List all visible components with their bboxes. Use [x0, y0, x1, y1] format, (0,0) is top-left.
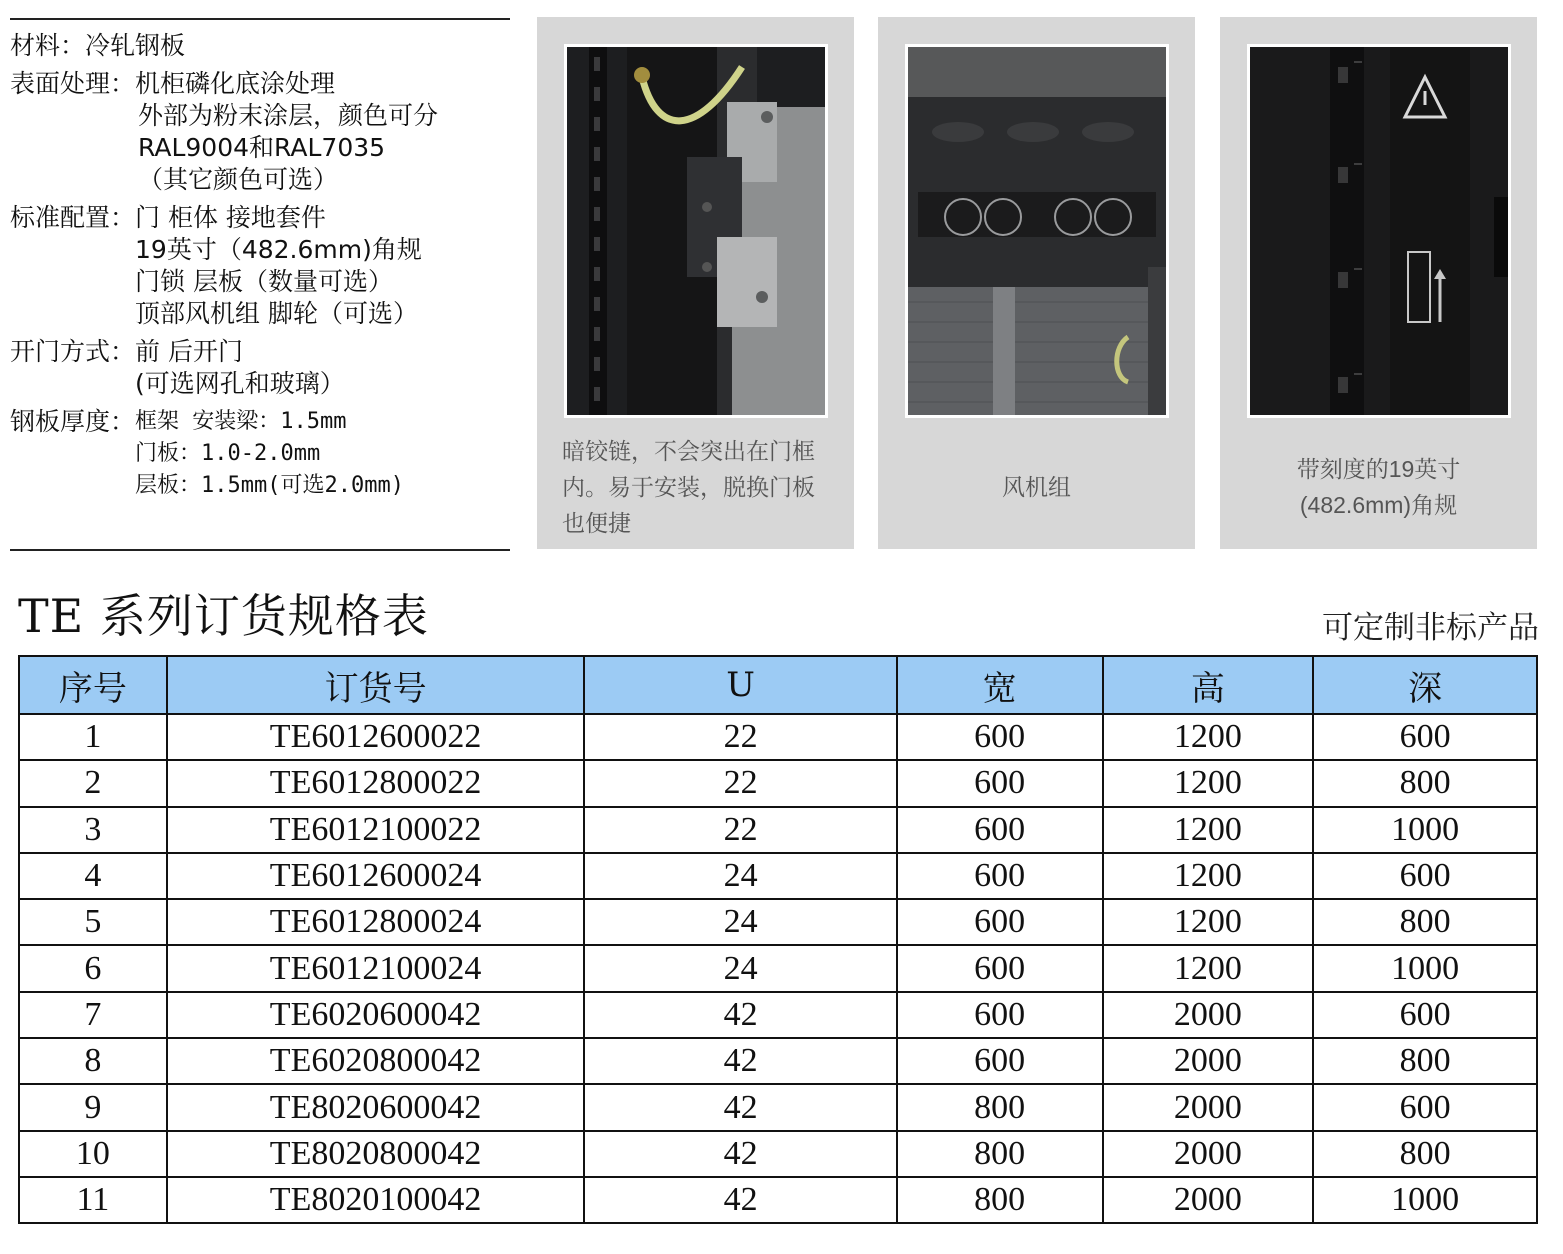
- table-cell: 42: [584, 1084, 896, 1130]
- spec-value: RAL9004和RAL7035: [138, 133, 386, 162]
- table-cell: 2000: [1103, 1038, 1314, 1084]
- table-cell: 6: [19, 945, 167, 991]
- feature-card-rail: [1220, 17, 1537, 549]
- spec-config: [10, 202, 510, 330]
- table-header-row: [19, 656, 1537, 714]
- table-cell: 5: [19, 899, 167, 945]
- column-header: 序号: [19, 656, 167, 714]
- table-cell: 600: [1313, 714, 1537, 760]
- spec-value: 冷轧钢板: [85, 31, 186, 60]
- table-row: [19, 945, 1537, 991]
- table-cell: 10: [19, 1131, 167, 1177]
- table-cell: 1200: [1103, 899, 1314, 945]
- spec-thickness: [10, 406, 510, 502]
- table-row: [19, 899, 1537, 945]
- table-cell: 800: [1313, 760, 1537, 806]
- table-row: [19, 807, 1537, 853]
- table-cell: 600: [897, 899, 1103, 945]
- spec-label: 开门方式：: [10, 337, 136, 366]
- column-header: 订货号: [167, 656, 585, 714]
- spec-value: 框架 安装梁：1.5mm: [135, 409, 347, 434]
- table-cell: 2000: [1103, 1131, 1314, 1177]
- hinge-photo: [564, 44, 828, 418]
- spec-material: [10, 30, 510, 62]
- table-row: [19, 853, 1537, 899]
- feature-card-fan: [878, 17, 1195, 549]
- table-cell: 1000: [1313, 945, 1537, 991]
- table-cell: 800: [897, 1084, 1103, 1130]
- table-cell: 600: [1313, 992, 1537, 1038]
- table-cell: 4: [19, 853, 167, 899]
- spec-value: 外部为粉末涂层，颜色可分: [138, 101, 439, 130]
- table-cell: 600: [1313, 853, 1537, 899]
- spec-top-rule: [10, 18, 510, 20]
- table-cell: TE6012100022: [167, 807, 585, 853]
- table-cell: 2000: [1103, 1177, 1314, 1223]
- table-cell: TE6012600022: [167, 714, 585, 760]
- table-row: [19, 1084, 1537, 1130]
- spec-label: 材料：: [10, 31, 86, 60]
- spec-value: 19英寸（482.6mm)角规: [135, 235, 422, 264]
- table-cell: 1200: [1103, 853, 1314, 899]
- table-cell: 3: [19, 807, 167, 853]
- column-header: U: [584, 656, 896, 714]
- table-cell: 42: [584, 1038, 896, 1084]
- spec-surface: [10, 68, 510, 196]
- table-cell: 600: [897, 714, 1103, 760]
- table-cell: TE8020600042: [167, 1084, 585, 1130]
- column-header: 高: [1103, 656, 1314, 714]
- table-cell: 42: [584, 992, 896, 1038]
- table-cell: 24: [584, 853, 896, 899]
- table-cell: 600: [897, 1038, 1103, 1084]
- table-cell: 800: [897, 1131, 1103, 1177]
- table-cell: 9: [19, 1084, 167, 1130]
- rail-photo: [1247, 44, 1511, 418]
- spec-label: 钢板厚度：: [10, 407, 136, 436]
- table-cell: TE6020800042: [167, 1038, 585, 1084]
- spec-value: 机柜磷化底涂处理: [135, 69, 336, 98]
- spec-label: 标准配置：: [10, 203, 136, 232]
- order-spec-table: [18, 655, 1538, 1224]
- table-cell: TE8020800042: [167, 1131, 585, 1177]
- spec-value: 顶部风机组 脚轮（可选）: [135, 299, 418, 328]
- table-cell: 1200: [1103, 945, 1314, 991]
- table-cell: 22: [584, 714, 896, 760]
- table-cell: 600: [897, 760, 1103, 806]
- spec-bottom-rule: [10, 549, 510, 551]
- spec-value: 门锁 层板（数量可选）: [135, 267, 393, 296]
- column-header: 宽: [897, 656, 1103, 714]
- table-row: [19, 714, 1537, 760]
- spec-value: (可选网孔和玻璃）: [135, 369, 345, 398]
- spec-label: 表面处理：: [10, 69, 136, 98]
- spec-value: （其它颜色可选）: [138, 165, 339, 194]
- table-cell: 7: [19, 992, 167, 1038]
- table-cell: 600: [897, 945, 1103, 991]
- fan-caption: 风机组: [1002, 474, 1071, 500]
- table-cell: 11: [19, 1177, 167, 1223]
- spec-door: [10, 336, 510, 400]
- table-cell: 800: [1313, 899, 1537, 945]
- table-cell: TE8020100042: [167, 1177, 585, 1223]
- table-row: [19, 1038, 1537, 1084]
- table-cell: TE6012600024: [167, 853, 585, 899]
- table-cell: 22: [584, 760, 896, 806]
- spec-value: 门 柜体 接地套件: [135, 203, 326, 232]
- table-cell: 8: [19, 1038, 167, 1084]
- hinge-caption: 暗铰链，不会突出在门框内。易于安装，脱换门板也便捷: [562, 438, 815, 536]
- table-cell: 42: [584, 1177, 896, 1223]
- table-cell: 2000: [1103, 992, 1314, 1038]
- table-cell: 42: [584, 1131, 896, 1177]
- table-cell: 600: [897, 807, 1103, 853]
- table-row: [19, 992, 1537, 1038]
- table-cell: 600: [897, 853, 1103, 899]
- column-header: 深: [1313, 656, 1537, 714]
- table-cell: 1200: [1103, 760, 1314, 806]
- table-cell: 24: [584, 899, 896, 945]
- table-cell: 800: [897, 1177, 1103, 1223]
- table-cell: 1000: [1313, 1177, 1537, 1223]
- table-cell: 1200: [1103, 714, 1314, 760]
- spec-value: 前 后开门: [135, 337, 243, 366]
- table-cell: 600: [1313, 1084, 1537, 1130]
- table-cell: 22: [584, 807, 896, 853]
- table-cell: 600: [897, 992, 1103, 1038]
- fan-photo: [905, 44, 1169, 418]
- table-row: [19, 1177, 1537, 1223]
- table-cell: TE6012800024: [167, 899, 585, 945]
- table-cell: TE6020600042: [167, 992, 585, 1038]
- table-cell: 1: [19, 714, 167, 760]
- table-cell: 1200: [1103, 807, 1314, 853]
- table-cell: 2: [19, 760, 167, 806]
- rail-caption: 带刻度的19英寸 (482.6mm)角规: [1296, 456, 1461, 518]
- table-cell: 800: [1313, 1038, 1537, 1084]
- table-title: TE 系列订货规格表: [18, 589, 429, 643]
- table-body: [19, 714, 1537, 1223]
- feature-card-hinge: [537, 17, 854, 549]
- spec-value: 门板：1.0-2.0mm: [135, 441, 321, 466]
- table-cell: 24: [584, 945, 896, 991]
- table-cell: TE6012100024: [167, 945, 585, 991]
- spec-value: 层板：1.5mm(可选2.0mm): [135, 473, 404, 498]
- custom-note: 可定制非标产品: [1322, 610, 1539, 646]
- table-cell: TE6012800022: [167, 760, 585, 806]
- table-row: [19, 760, 1537, 806]
- table-row: [19, 1131, 1537, 1177]
- table-cell: 1000: [1313, 807, 1537, 853]
- table-cell: 800: [1313, 1131, 1537, 1177]
- spec-list: [10, 30, 510, 508]
- table-cell: 2000: [1103, 1084, 1314, 1130]
